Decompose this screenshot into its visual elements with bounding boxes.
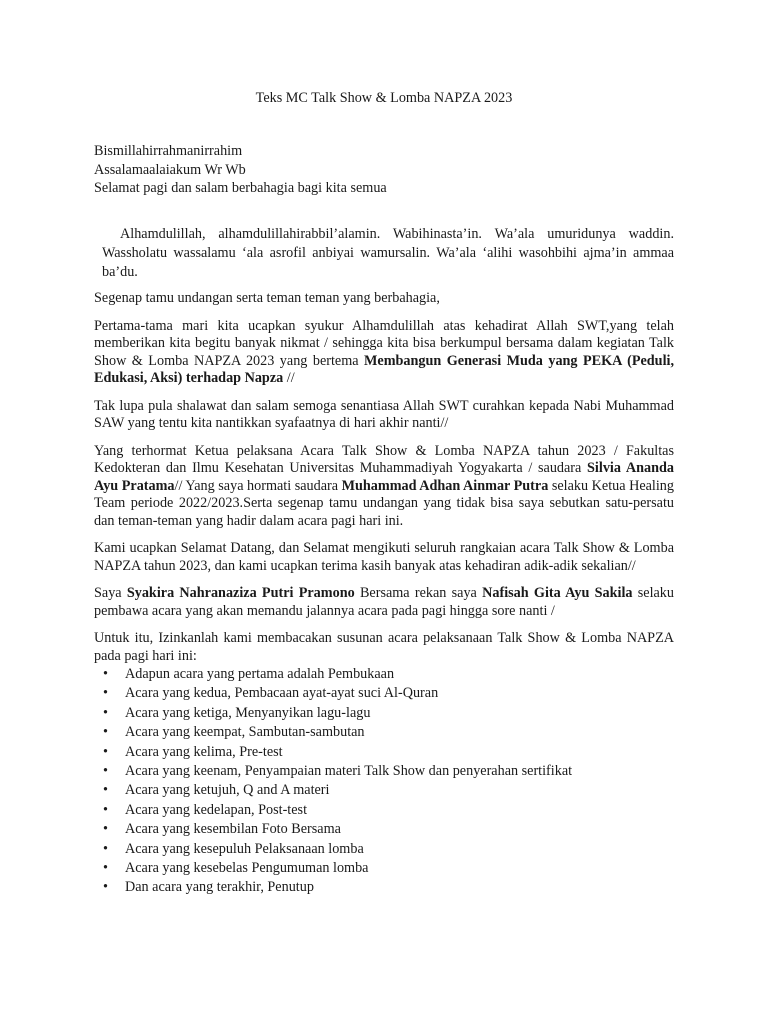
paragraph-honorifics: [94, 443, 674, 531]
bullet-icon: •: [103, 743, 108, 760]
bullet-icon: •: [103, 763, 108, 780]
bullet-icon: •: [103, 724, 108, 741]
agenda-item-text: Acara yang keempat, Sambutan-sambutan: [125, 724, 365, 741]
agenda-item-text: Acara yang ketiga, Menyanyikan lagu-lagu: [125, 704, 371, 721]
agenda-item-text: Acara yang kedua, Pembacaan ayat-ayat suci Al-Quran: [125, 685, 439, 702]
agenda-item: [94, 840, 674, 859]
paragraph-gratitude: [94, 318, 674, 388]
agenda-item: [94, 665, 674, 684]
bullet-icon: •: [103, 666, 108, 682]
agenda-item-text: Acara yang kesembilan Foto Bersama: [125, 821, 341, 838]
bullet-icon: •: [103, 879, 108, 896]
document-title: Teks MC Talk Show & Lomba NAPZA 2023: [255, 90, 513, 106]
healing-team-lead-name: Muhammad Adhan Ainmar Putra: [341, 477, 549, 494]
agenda-item-text: Dan acara yang terakhir, Penutup: [125, 879, 314, 896]
paragraph-agenda-intro: Untuk itu, Izinkanlah kami membacakan susunan acara pelaksanaan Talk Show & Lomba NAPZA pada pagi hari ini:: [94, 630, 674, 664]
bullet-icon: •: [103, 782, 108, 799]
agenda-item: [94, 781, 674, 800]
gratitude-tail: //: [283, 370, 295, 386]
honorifics-text-b: // Yang saya hormati saudara: [174, 477, 342, 494]
event-theme: Membangun Generasi Muda yang PEKA (Peduli, Edukasi, Aksi) terhadap Napza: [94, 352, 675, 386]
greetings: [94, 142, 387, 198]
mc-intro-text-a: Saya: [94, 585, 127, 601]
agenda-item-text: Adapun acara yang pertama adalah Pembukaan: [125, 666, 395, 682]
agenda-item: [94, 820, 674, 839]
bullet-icon: •: [103, 685, 108, 702]
mc-intro-text-c: selaku pembawa acara yang akan memandu jalannya acara pada pagi hingga sore nanti /: [94, 585, 674, 619]
bullet-icon: •: [103, 801, 108, 818]
mc-name-1: Syakira Nahranaziza Putri Pramono: [126, 585, 355, 601]
agenda-item: [94, 762, 674, 781]
agenda-item: [94, 859, 674, 878]
opening-paragraph: Alhamdulillah, alhamdulillahirabbil’alamin. Wabihinasta’in. Wa’ala umuridunya waddin. Wassholatu wassalamu ‘ala asrofil anbiyai wamursalin. Wa’ala ‘alihi wasohbihi ajma’in ammaa ba’du.: [102, 226, 674, 280]
agenda-item: [94, 684, 674, 703]
bullet-icon: •: [103, 821, 108, 838]
agenda-item-text: Acara yang kedelapan, Post-test: [125, 801, 308, 818]
paragraph-welcome: Kami ucapkan Selamat Datang, dan Selamat mengikuti seluruh rangkaian acara Talk Show & Lomba NAPZA tahun 2023, dan kami ucapkan terima kasih banyak atas kehadiran adik-adik sekalian//: [94, 540, 674, 574]
mc-intro-text-b: Bersama rekan saya: [354, 585, 483, 601]
agenda-item-text: Acara yang kesepuluh Pelaksanaan lomba: [125, 840, 364, 857]
bullet-icon: •: [103, 860, 108, 877]
agenda-item-text: Acara yang ketujuh, Q and A materi: [125, 782, 330, 799]
agenda-item-text: Acara yang kelima, Pre-test: [125, 743, 283, 760]
document-body: [94, 290, 674, 898]
agenda-list: [94, 665, 674, 898]
paragraph-audience: Segenap tamu undangan serta teman teman yang berbahagia,: [94, 290, 440, 306]
honorifics-text-c: selaku Ketua Healing Team periode 2022/2023.Serta segenap tamu undangan yang tidak bisa saya sebutkan satu-persatu dan teman-teman yang hadir dalam acara pagi hari ini.: [94, 477, 674, 529]
agenda-item: [94, 743, 674, 762]
gratitude-text: Pertama-tama mari kita ucapkan syukur Alhamdulillah atas kehadirat Allah SWT,yang telah memberikan kita begitu banyak nikmat / sehingga kita bisa berkumpul bersama dalam kegiatan Talk Show & Lomba NAPZA 2023 yang bertema: [94, 317, 674, 369]
agenda-item: [94, 878, 674, 897]
mc-name-2: Nafisah Gita Ayu Sakila: [482, 585, 633, 601]
greeting-basmalah: Bismillahirrahmanirrahim: [94, 143, 243, 159]
honorifics-text-a: Yang terhormat Ketua pelaksana Acara Talk Show & Lomba NAPZA tahun 2023 / Fakultas Kedokteran dan Ilmu Kesehatan Universitas Muhammadiyah Yogyakarta / saudara: [94, 442, 674, 476]
agenda-item: [94, 704, 674, 723]
agenda-item-text: Acara yang kesebelas Pengumuman lomba: [125, 860, 369, 877]
greeting-selamat-pagi: Selamat pagi dan salam berbahagia bagi kita semua: [94, 180, 387, 197]
paragraph-mc-intro: [94, 585, 674, 620]
agenda-item: [94, 801, 674, 820]
paragraph-shalawat: Tak lupa pula shalawat dan salam semoga senantiasa Allah SWT curahkan kepada Nabi Muhammad SAW yang tentu kita nantikkan syafaatnya di hari akhir nanti//: [94, 397, 674, 431]
chairperson-name: Silvia Ananda Ayu Pratama: [94, 460, 674, 494]
bullet-icon: •: [103, 840, 108, 857]
greeting-salam: Assalamaalaiakum Wr Wb: [94, 161, 246, 178]
agenda-item-text: Acara yang keenam, Penyampaian materi Talk Show dan penyerahan sertifikat: [125, 763, 573, 780]
agenda-item: [94, 723, 674, 742]
bullet-icon: •: [103, 704, 108, 721]
